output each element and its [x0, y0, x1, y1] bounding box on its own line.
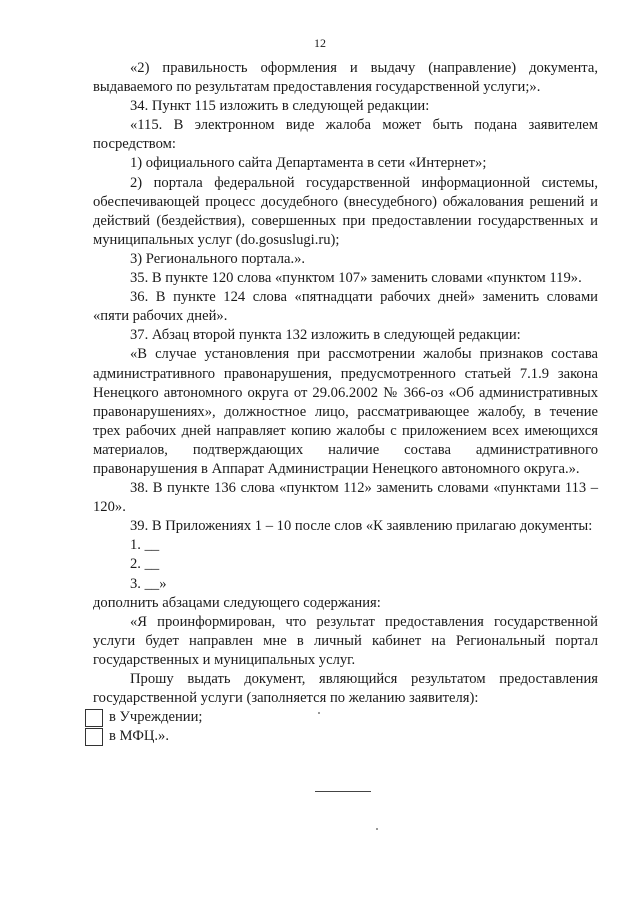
document-body — [93, 59, 598, 746]
paragraph-point-38: 38. В пункте 136 слова «пунктом 112» заменить словами «пунктами 113 – 120». — [93, 480, 598, 516]
option-institution — [93, 708, 598, 727]
scan-speck — [376, 828, 378, 830]
paragraph-point-39: 39. В Приложениях 1 – 10 после слов «К заявлению прилагаю документы: — [130, 518, 593, 535]
page-number: 12 — [314, 36, 326, 50]
option-mfc-label: в МФЦ.». — [109, 728, 169, 745]
doc-list-item-1: 1. __ — [130, 537, 160, 554]
option-mfc — [93, 727, 598, 746]
paragraph-point-36: 36. В пункте 124 слова «пятнадцати рабочих дней» заменить словами «пяти рабочих дней». — [93, 289, 598, 325]
checkbox-institution[interactable] — [85, 709, 103, 727]
paragraph-point-34: 34. Пункт 115 изложить в следующей редакции: — [130, 98, 430, 115]
paragraph-point-115: «115. В электронном виде жалоба может быть подана заявителем посредством: — [93, 117, 598, 153]
option-institution-label: в Учреждении; — [109, 709, 203, 726]
list-item-federal-portal: 2) портала федеральной государственной информационной системы, обеспечивающей процесс досудебного (внесудебного) обжалования решений и действий (бездействия), совершенных при предоставлении государственных и муниципальных услуг (do.gosuslugi.ru); — [93, 174, 598, 248]
scan-speck — [318, 712, 320, 714]
end-separator-line — [315, 791, 371, 792]
paragraph-amend-item-2: «2) правильность оформления и выдачу (направление) документа, выдаваемого по результатам предоставления государственной услуги;». — [93, 60, 598, 96]
doc-list-item-3: 3. __» — [130, 575, 167, 592]
paragraph-point-35: 35. В пункте 120 слова «пунктом 107» заменить словами «пунктом 119». — [130, 270, 582, 287]
paragraph-point-37: 37. Абзац второй пункта 132 изложить в следующей редакции: — [130, 327, 521, 344]
paragraph-new-text-132: «В случае установления при рассмотрении жалобы признаков состава административного правонарушения, предусмотренного статьей 7.1.9 закона Ненецкого автономного округа от 29.06.2002 № 366-оз «Об административных правонарушениях», должностное лицо, рассматривающее жалобу, в течение трех рабочих дней направляет копию жалобы с приложением всех имеющихся материалов, подтверждающих наличие состава административного правонарушения в Аппарат Администрации Ненецкого автономного округа.». — [93, 346, 598, 477]
paragraph-informed: «Я проинформирован, что результат предоставления государственной услуги будет направлен мне в личный кабинет на Региональный портал государственных и муниципальных услуг. — [93, 613, 598, 668]
checkbox-mfc[interactable] — [85, 728, 103, 746]
paragraph-supplement: дополнить абзацами следующего содержания: — [93, 594, 381, 611]
list-item-regional-portal: 3) Регионального портала.». — [130, 250, 306, 267]
list-item-official-site: 1) официального сайта Департамента в сети «Интернет»; — [130, 155, 487, 172]
doc-list-item-2: 2. __ — [130, 556, 160, 573]
paragraph-request: Прошу выдать документ, являющийся результатом предоставления государственной услуги (заполняется по желанию заявителя): — [93, 671, 598, 707]
